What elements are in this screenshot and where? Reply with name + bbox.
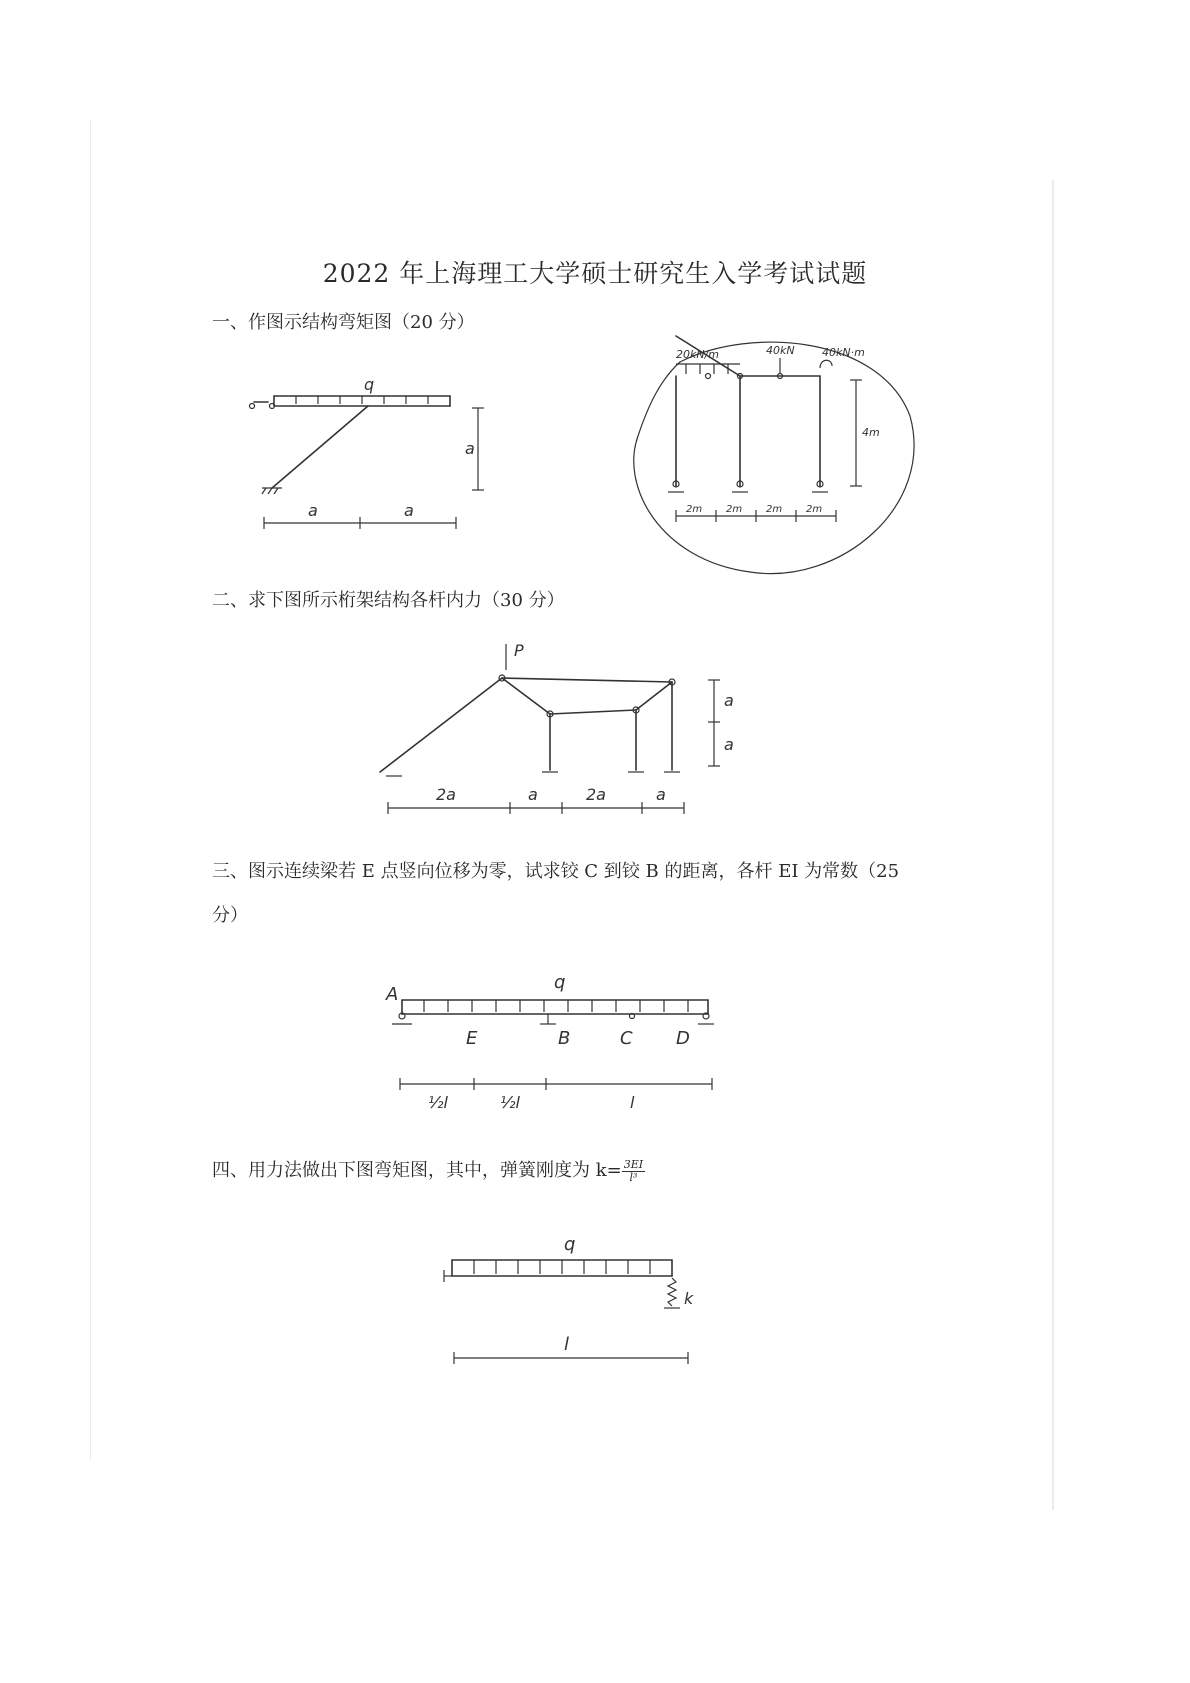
fig1b-span-label: 2m bbox=[766, 504, 783, 515]
fig3-span-label: ½l bbox=[500, 1093, 520, 1112]
fig1b-moment-label: 40kN·m bbox=[822, 346, 865, 359]
question-4-text: 四、用力法做出下图弯矩图，其中，弹簧刚度为 k= bbox=[212, 1160, 622, 1181]
fig1b-height-label: 4m bbox=[862, 426, 880, 439]
point-label-b: B bbox=[558, 1028, 571, 1049]
figure-3 bbox=[380, 960, 730, 1120]
fig2-height-label: a bbox=[724, 691, 734, 710]
figure-4 bbox=[440, 1222, 720, 1382]
point-label-e: E bbox=[466, 1028, 478, 1049]
figure-2 bbox=[380, 634, 740, 824]
spring-label: k bbox=[684, 1289, 694, 1308]
fig1a-load-label: q bbox=[364, 375, 375, 394]
spring-stiffness-formula bbox=[622, 1159, 645, 1184]
fig2-span-label: 2a bbox=[586, 785, 606, 804]
question-1: 一、作图示结构弯矩图（20 分） bbox=[212, 312, 475, 333]
fig2-span-label: a bbox=[656, 785, 666, 804]
formula-denominator: l³ bbox=[629, 1170, 638, 1184]
point-label-a: A bbox=[386, 984, 399, 1005]
question-4 bbox=[212, 1156, 645, 1184]
fig2-height-label: a bbox=[724, 735, 734, 754]
fig3-span-label: ½l bbox=[428, 1093, 448, 1112]
point-label-d: D bbox=[676, 1028, 690, 1049]
figure-1b bbox=[620, 336, 920, 586]
fig3-load-label: q bbox=[554, 972, 566, 993]
formula-numerator: 3EI bbox=[623, 1157, 644, 1171]
fig2-load-label: P bbox=[514, 641, 524, 660]
fig1b-point-load-label: 40kN bbox=[766, 344, 795, 357]
exam-title: 2022 年上海理工大学硕士研究生入学考试试题 bbox=[322, 259, 868, 288]
fig1b-span-label: 2m bbox=[686, 504, 703, 515]
fig1b-span-label: 2m bbox=[806, 504, 823, 515]
fig1a-span-label: a bbox=[404, 501, 414, 520]
fig2-span-label: 2a bbox=[436, 785, 456, 804]
fig1a-span-label: a bbox=[308, 501, 318, 520]
point-label-c: C bbox=[620, 1028, 633, 1049]
question-3: 三、图示连续梁若 E 点竖向位移为零，试求铰 C 到铰 B 的距离，各杆 EI 为常数（25 分） bbox=[212, 861, 900, 926]
fig1b-dist-load-label: 20kN/m bbox=[676, 348, 720, 361]
scan-edge-left bbox=[90, 120, 91, 1460]
fig1a-height-label: a bbox=[465, 439, 475, 458]
fig2-span-label: a bbox=[528, 785, 538, 804]
fig4-span-label: l bbox=[564, 1334, 570, 1355]
question-2: 二、求下图所示桁架结构各杆内力（30 分） bbox=[212, 590, 565, 611]
fig1b-span-label: 2m bbox=[726, 504, 743, 515]
fig3-span-label: l bbox=[630, 1093, 635, 1112]
fig4-load-label: q bbox=[564, 1234, 576, 1255]
scan-edge-right bbox=[1052, 180, 1054, 1510]
figure-1a bbox=[240, 360, 500, 540]
